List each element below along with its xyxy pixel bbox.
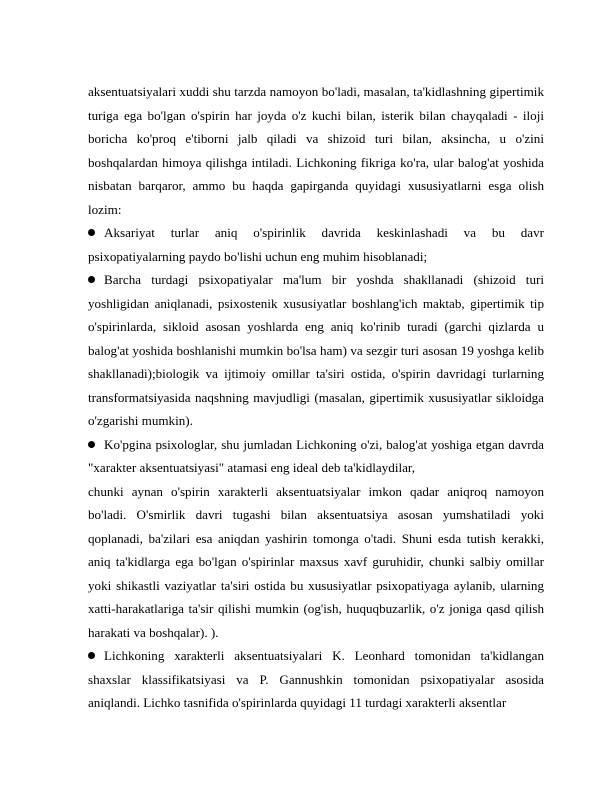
bullet-item-4 — [88, 644, 544, 715]
bullet-dot-icon — [88, 652, 95, 659]
bullet-item-1-text: Aksariyat turlar aniq o'spirinlik davrida keskinlashadi va bu davr psixopatiyalarning paydo bo'lishi uchun eng muhim hisoblanadi; — [88, 225, 544, 264]
bullet-item-3-text: Ko'pgina psixologlar, shu jumladan Lichkoning o'zi, balog'at yoshiga etgan davrda "xarakter aksentuatsiyasi" atamasi eng ideal deb ta'kidlaydilar, — [88, 436, 544, 475]
bullet-item-1 — [88, 221, 544, 268]
bullet-item-3 — [88, 433, 544, 480]
bullet-item-2-text: Barcha turdagi psixopatiyalar ma'lum bir yoshda shakllanadi (shizoid turi yoshligidan aniqlanadi, psixostenik xususiyatlar boshlang'ich maktab, gipertimik tip o'spirinlarda, sikloid asosan yoshlarda eng aniq ko'rinib turadi (garchi qizlarda u balog'at yoshida boshlanishi mumkin bo'lsa ham) va sezgir turi asosan 19 yoshga kelib shakllanadi);biologik va ijtimoiy omillar ta'siri ostida, o'spirin davridagi turlarning transformatsiyasida naqshning mavjudligi (masalan, gipertimik xususiyatlar sikloidga o'zgarishi mumkin). — [88, 272, 544, 428]
paragraph-intro: aksentuatsiyalari xuddi shu tarzda namoyon bo'ladi, masalan, ta'kidlashning gipertimik turiga ega bo'lgan o'spirin har joyda o'z kuchi bilan, isterik bilan chayqaladi - iloji boricha ko'proq e'tiborni jalb qiladi va shizoid turi bilan, aksincha, u o'zini boshqalardan himoya qilishga intiladi. Lichkoning fikriga ko'ra, ular balog'at yoshida nisbatan barqaror, ammo bu haqda gapirganda quyidagi xususiyatlarni esga olish lozim: — [88, 84, 544, 217]
paragraph-continuation: chunki aynan o'spirin xarakterli aksentuatsiyalar imkon qadar aniqroq namoyon bo'ladi. O'smirlik davri tugashi bilan aksentuatsiya asosan yumshatiladi yoki qoplanadi, ba'zilari esa aniqdan yashirin tomonga o'tadi. Shuni esda tutish kerakki, aniq ta'kidlarga ega bo'lgan o'spirinlar maxsus xavf guruhidir, chunki salbiy omillar yoki shikastli vaziyatlar ta'siri ostida bu xususiyatlar psixopatiyaga aylanib, ularning xatti-harakatlariga ta'sir qilishi mumkin (og'ish, huquqbuzarlik, o'z joniga qasd qilish harakati va boshqalar). ). — [88, 483, 544, 640]
bullet-dot-icon — [88, 276, 95, 283]
bullet-item-2 — [88, 268, 544, 433]
bullet-item-4-text: Lichkoning xarakterli aksentuatsiyalari K. Leonhard tomonidan ta'kidlangan shaxslar klassifikatsiyasi va P. Gannushkin tomonidan psixopatiyalar asosida aniqlandi. Lichko tasnifida o'spirinlarda quyidagi 11 turdagi xarakterli aksentlar — [88, 648, 544, 710]
document-page — [88, 80, 544, 715]
bullet-dot-icon — [88, 229, 95, 236]
bullet-dot-icon — [88, 441, 95, 448]
